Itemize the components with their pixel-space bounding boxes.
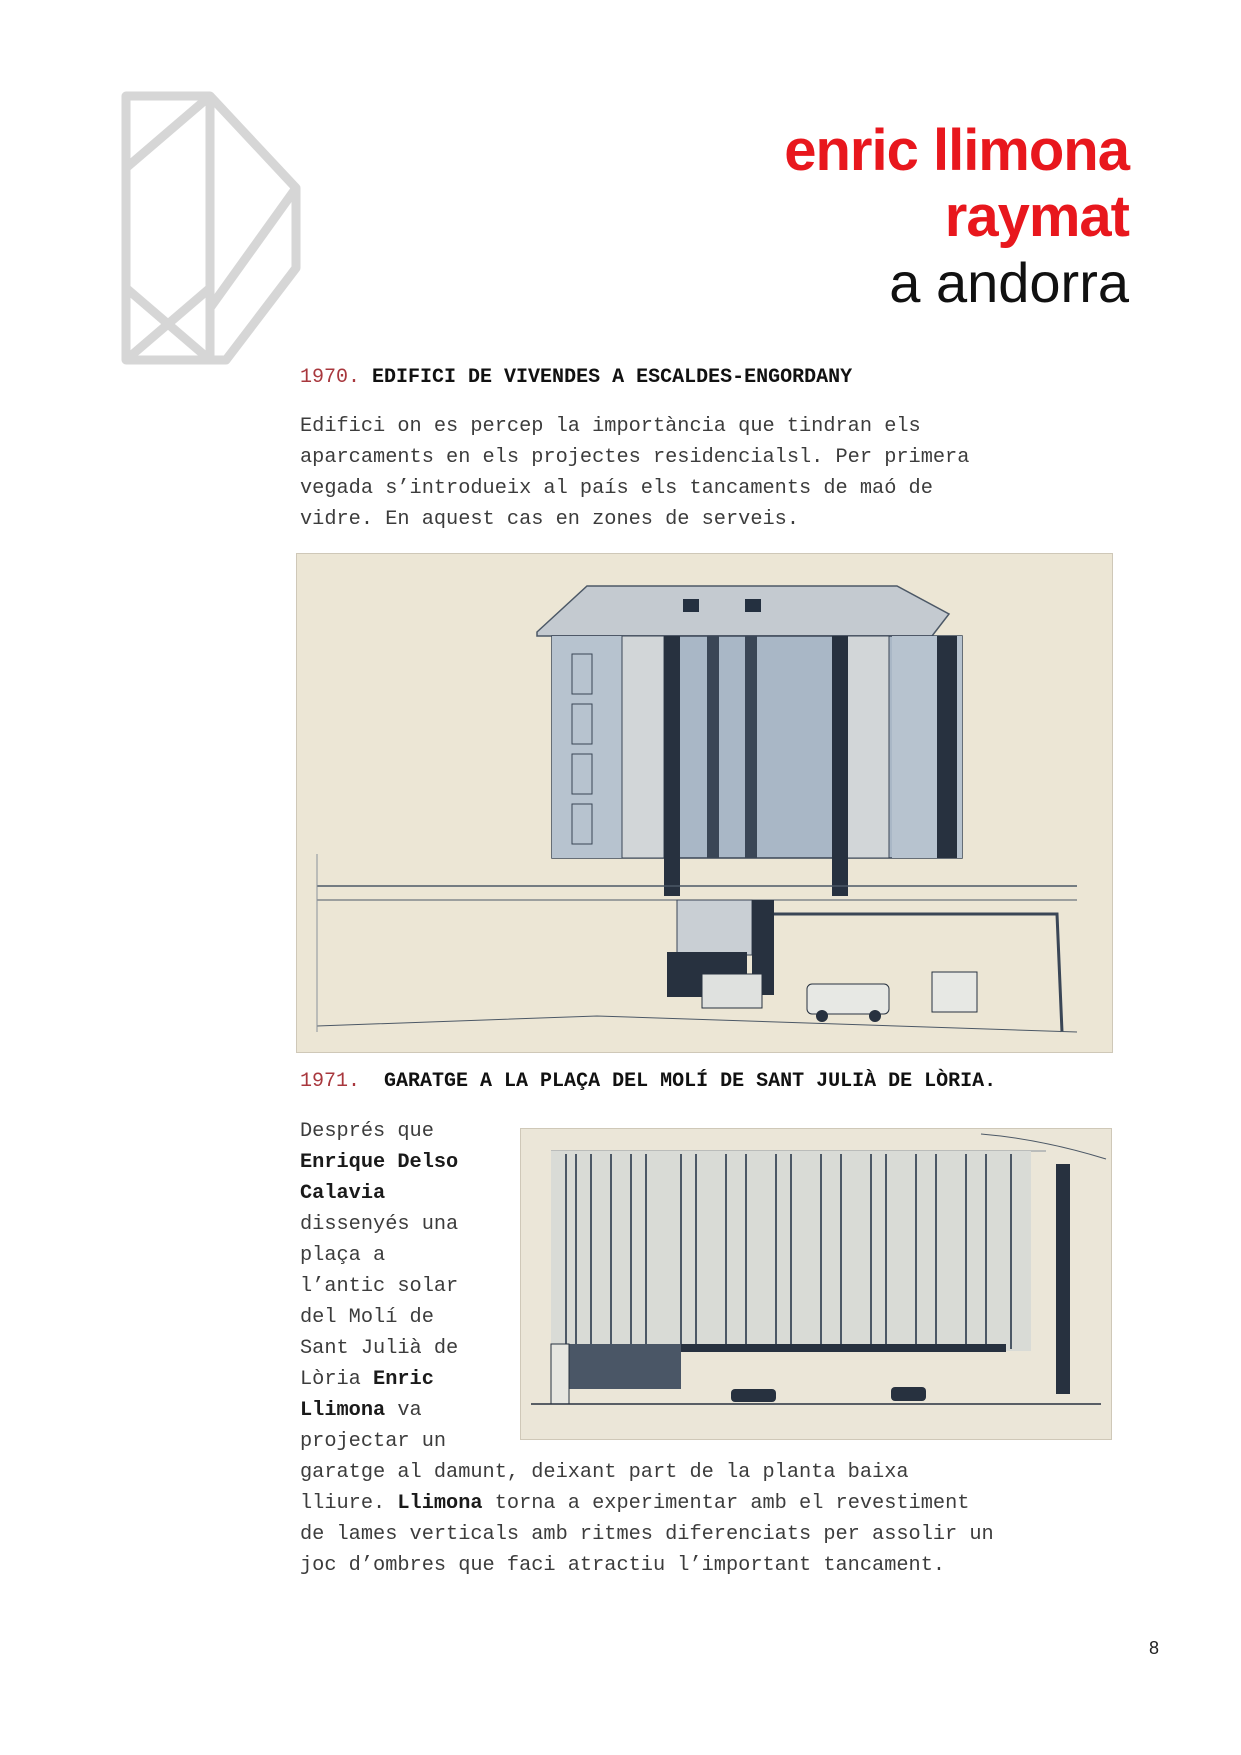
- title-line-1: enric llimona: [784, 118, 1129, 183]
- title-line-2: raymat: [944, 184, 1129, 249]
- section-2-line: dissenyés una: [300, 1213, 459, 1236]
- person-name: Llimona: [300, 1399, 386, 1422]
- text-span: lliure.: [300, 1492, 398, 1515]
- section-1-body: [300, 411, 969, 535]
- section-2-line: [300, 1147, 458, 1178]
- section-2-line: Després que: [300, 1120, 434, 1143]
- section-2-line: joc d’ombres que faci atractiu l’important tancament.: [300, 1554, 946, 1577]
- text-span: va: [385, 1399, 422, 1422]
- building-elevation-drawing: [296, 553, 1113, 1053]
- garage-elevation-drawing: [520, 1128, 1112, 1440]
- title-line-3: a andorra: [889, 251, 1129, 314]
- page-number: 8: [1148, 1638, 1159, 1658]
- section-2-line: Sant Julià de: [300, 1337, 459, 1360]
- logo-icon: [118, 88, 318, 368]
- section-1-year: 1970.: [300, 366, 361, 389]
- section-2-wide-body: [300, 1457, 994, 1581]
- section-2-line: [300, 1488, 994, 1519]
- person-name: Enric: [373, 1368, 434, 1391]
- section-1-title: EDIFICI DE VIVENDES A ESCALDES-ENGORDANY: [372, 366, 853, 389]
- section-2-narrow-body: [300, 1116, 458, 1457]
- section-1-line: vegada s’introdueix al país els tancaments de maó de: [300, 477, 933, 500]
- section-1-line: vidre. En aquest cas en zones de serveis.: [300, 508, 799, 531]
- section-2-title: GARATGE A LA PLAÇA DEL MOLÍ DE SANT JULIÀ DE LÒRIA.: [384, 1070, 997, 1093]
- section-2-line: del Molí de: [300, 1306, 434, 1329]
- section-1-line: Edifici on es percep la importància que tindran els: [300, 415, 921, 438]
- section-1-heading: [300, 366, 852, 389]
- section-1-line: aparcaments en els projectes residencialsl. Per primera: [300, 446, 970, 469]
- text-span: torna a experimentar amb el revestiment: [482, 1492, 970, 1515]
- person-name: Enrique Delso: [300, 1151, 459, 1174]
- section-2-line: de lames verticals amb ritmes diferenciats per assolir un: [300, 1523, 994, 1546]
- section-2-line: [300, 1364, 458, 1395]
- section-2-heading: [300, 1070, 996, 1093]
- section-2-line: [300, 1395, 458, 1426]
- section-2-year: 1971.: [300, 1070, 361, 1093]
- person-name: Llimona: [397, 1492, 483, 1515]
- section-2-line: projectar un: [300, 1430, 447, 1453]
- section-2-line: plaça a: [300, 1244, 386, 1267]
- person-name: Calavia: [300, 1182, 386, 1205]
- text-span: Lòria: [300, 1368, 374, 1391]
- page-title: [784, 118, 1129, 316]
- section-2-line: [300, 1178, 458, 1209]
- section-2-line: l’antic solar: [300, 1275, 459, 1298]
- section-2-line: garatge al damunt, deixant part de la planta baixa: [300, 1461, 909, 1484]
